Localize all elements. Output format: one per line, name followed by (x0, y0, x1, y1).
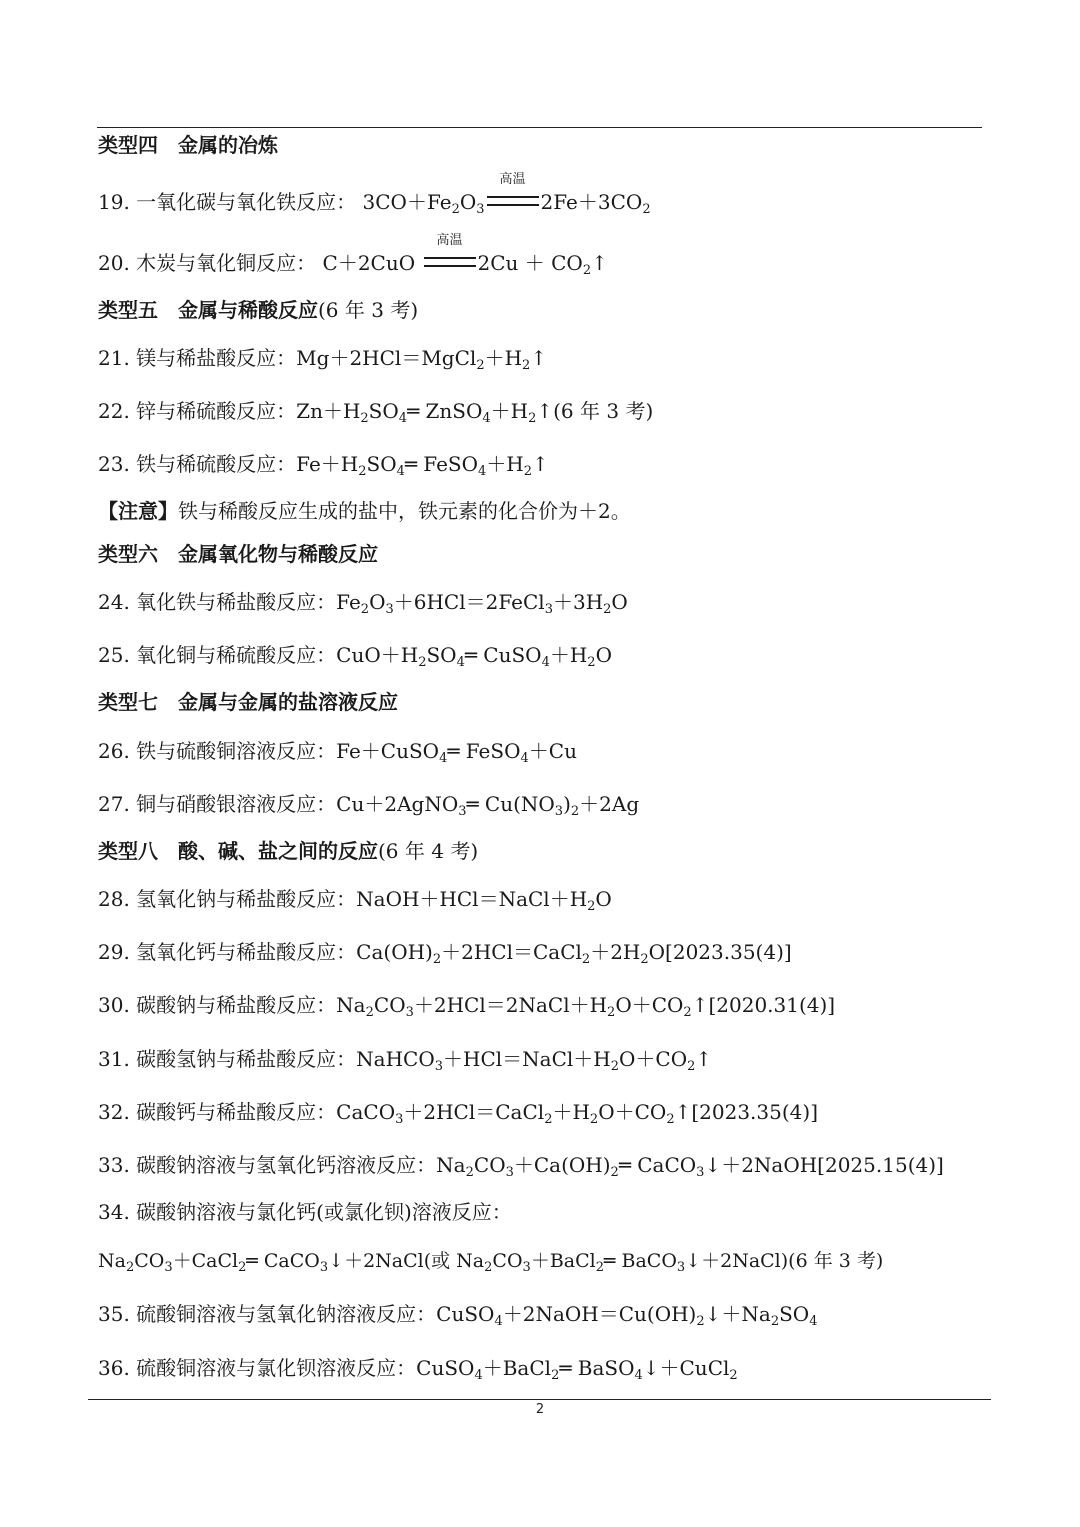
equation-line-25 (98, 641, 612, 669)
item-label: 21. 镁与稀盐酸反应： (98, 346, 297, 370)
item-label: 30. 碳酸钠与稀盐酸反应： (98, 993, 337, 1017)
equation: Cu＋2AgNO$_3$═ $Cu(NO_3)_2+2Ag$ (336, 792, 640, 819)
equation-line-28 (98, 885, 612, 913)
equation-line-21 (98, 344, 547, 372)
equation: $Na_2CO_3+Ca(OH)_2═$ CaCO$_3$↓＋2NaOH[2025.15(4)] (436, 1153, 944, 1180)
note-tag: 【注意】 (98, 499, 178, 523)
equation-line-29 (98, 938, 792, 966)
item-label: 35. 硫酸铜溶液与氢氧化钠溶液反应： (98, 1302, 437, 1326)
item-label: 26. 铁与硫酸铜溶液反应： (98, 739, 337, 763)
equation-line-31 (98, 1045, 712, 1073)
equation: C＋2CuO 高温 $2Cu + CO_2↑$ (322, 233, 608, 278)
section-heading-7: 类型七 金属与金属的盐溶液反应 (98, 690, 398, 714)
equation-line-23 (98, 450, 549, 478)
equation: CuSO$_4$＋BaCl$_2$═ BaSO$_4$↓＋CuCl$_2$ (416, 1356, 738, 1383)
equation: $Na_2CO_3+CaCl_2═$ CaCO$_3$↓＋2NaCl(或 $Na_2CO_3+BaCl_2═$ BaCO$_3$↓＋2NaCl)(6 年 3 考) (98, 1250, 884, 1275)
item-label: 19. 一氧化碳与氧化铁反应： (98, 190, 357, 214)
item-label: 34. 碳酸钠溶液与氯化钙(或氯化钡)溶液反应： (98, 1200, 512, 1224)
equation-line-30 (98, 991, 835, 1019)
note-line (98, 497, 631, 525)
equation: $CuSO_4+2NaOH=Cu(OH)_2↓+Na_2SO_4$ (436, 1302, 818, 1329)
section-heading-8: 类型八 酸、碱、盐之间的反应(6 年 4 考) (98, 839, 479, 863)
item-label: 25. 氧化铜与稀硫酸反应： (98, 643, 337, 667)
item-label: 31. 碳酸氢钠与稀盐酸反应： (98, 1047, 357, 1071)
equation-line-22 (98, 397, 653, 425)
top-rule (97, 127, 982, 128)
item-label: 29. 氢氧化钙与稀盐酸反应： (98, 940, 357, 964)
equation-line-20 (98, 233, 608, 278)
equation-line-24 (98, 588, 628, 616)
section-heading-5: 类型五 金属与稀酸反应(6 年 3 考) (98, 298, 419, 322)
equation: $Mg+2HCl=MgCl_2+H_2↑$ (296, 346, 548, 373)
equation-line-19 (98, 172, 651, 217)
equation-line-32 (98, 1098, 818, 1126)
equation: $3CO+Fe_2O_3$ 高温 $2Fe+3CO_2$ (362, 172, 651, 217)
equation: $CuO+H_2SO_4═$ $CuSO_4+H_2O$ (336, 643, 612, 670)
bottom-rule (88, 1399, 991, 1400)
equation: $Ca(OH)_2+2HCl=CaCl_2+2H_2O[2023.35(4)]$ (356, 940, 792, 967)
item-label: 27. 铜与硝酸银溶液反应： (98, 792, 337, 816)
equation-line-34 (98, 1247, 883, 1275)
equation: $NaHCO_3+HCl=NaCl+H_2O+CO_2↑$ (356, 1047, 713, 1074)
item-label: 32. 碳酸钙与稀盐酸反应： (98, 1100, 337, 1124)
equation-line-27 (98, 790, 639, 818)
equation-line-35 (98, 1300, 818, 1328)
equation: $NaOH+HCl=NaCl+H_2O$ (356, 887, 612, 914)
equation-line-33 (98, 1151, 944, 1179)
section-heading-6: 类型六 金属氧化物与稀酸反应 (98, 542, 378, 566)
equation: Fe＋CuSO$_4$═ FeSO$_4$＋Cu (336, 739, 577, 766)
item-label: 23. 铁与稀硫酸反应： (98, 452, 297, 476)
item-label: 33. 碳酸钠溶液与氢氧化钙溶液反应： (98, 1153, 437, 1177)
note-text: 铁与稀酸反应生成的盐中，铁元素的化合价为＋2。 (178, 499, 631, 523)
section-heading-4: 类型四 金属的冶炼 (98, 133, 278, 157)
item-label: 20. 木炭与氧化铜反应： (98, 251, 317, 275)
equation-line-36 (98, 1354, 738, 1382)
item-label: 36. 硫酸铜溶液与氯化钡溶液反应： (98, 1356, 417, 1380)
item-label: 22. 锌与稀硫酸反应： (98, 399, 297, 423)
reaction-condition: 高温 (424, 249, 476, 277)
equation: $Zn+H_2SO_4═$ $ZnSO_4+H_2↑(6$ 年 3 考) (296, 399, 654, 426)
equation: $Na_2CO_3+2HCl=2NaCl+H_2O+CO_2↑[2020.31(4)]$ (336, 993, 836, 1020)
equation: $Fe_2O_3+6HCl=2FeCl_3+3H_2O$ (336, 590, 628, 617)
equation: $Fe+H_2SO_4═$ $FeSO_4+H_2↑$ (296, 452, 549, 479)
reaction-condition: 高温 (487, 188, 539, 216)
equation: $CaCO_3+2HCl=CaCl_2+H_2O+CO_2↑[2023.35(4)]$ (336, 1100, 818, 1127)
equation-line-34-label (98, 1198, 512, 1226)
page-number: 2 (535, 1402, 545, 1417)
item-label: 24. 氧化铁与稀盐酸反应： (98, 590, 337, 614)
item-label: 28. 氢氧化钠与稀盐酸反应： (98, 887, 357, 911)
equation-line-26 (98, 737, 577, 765)
